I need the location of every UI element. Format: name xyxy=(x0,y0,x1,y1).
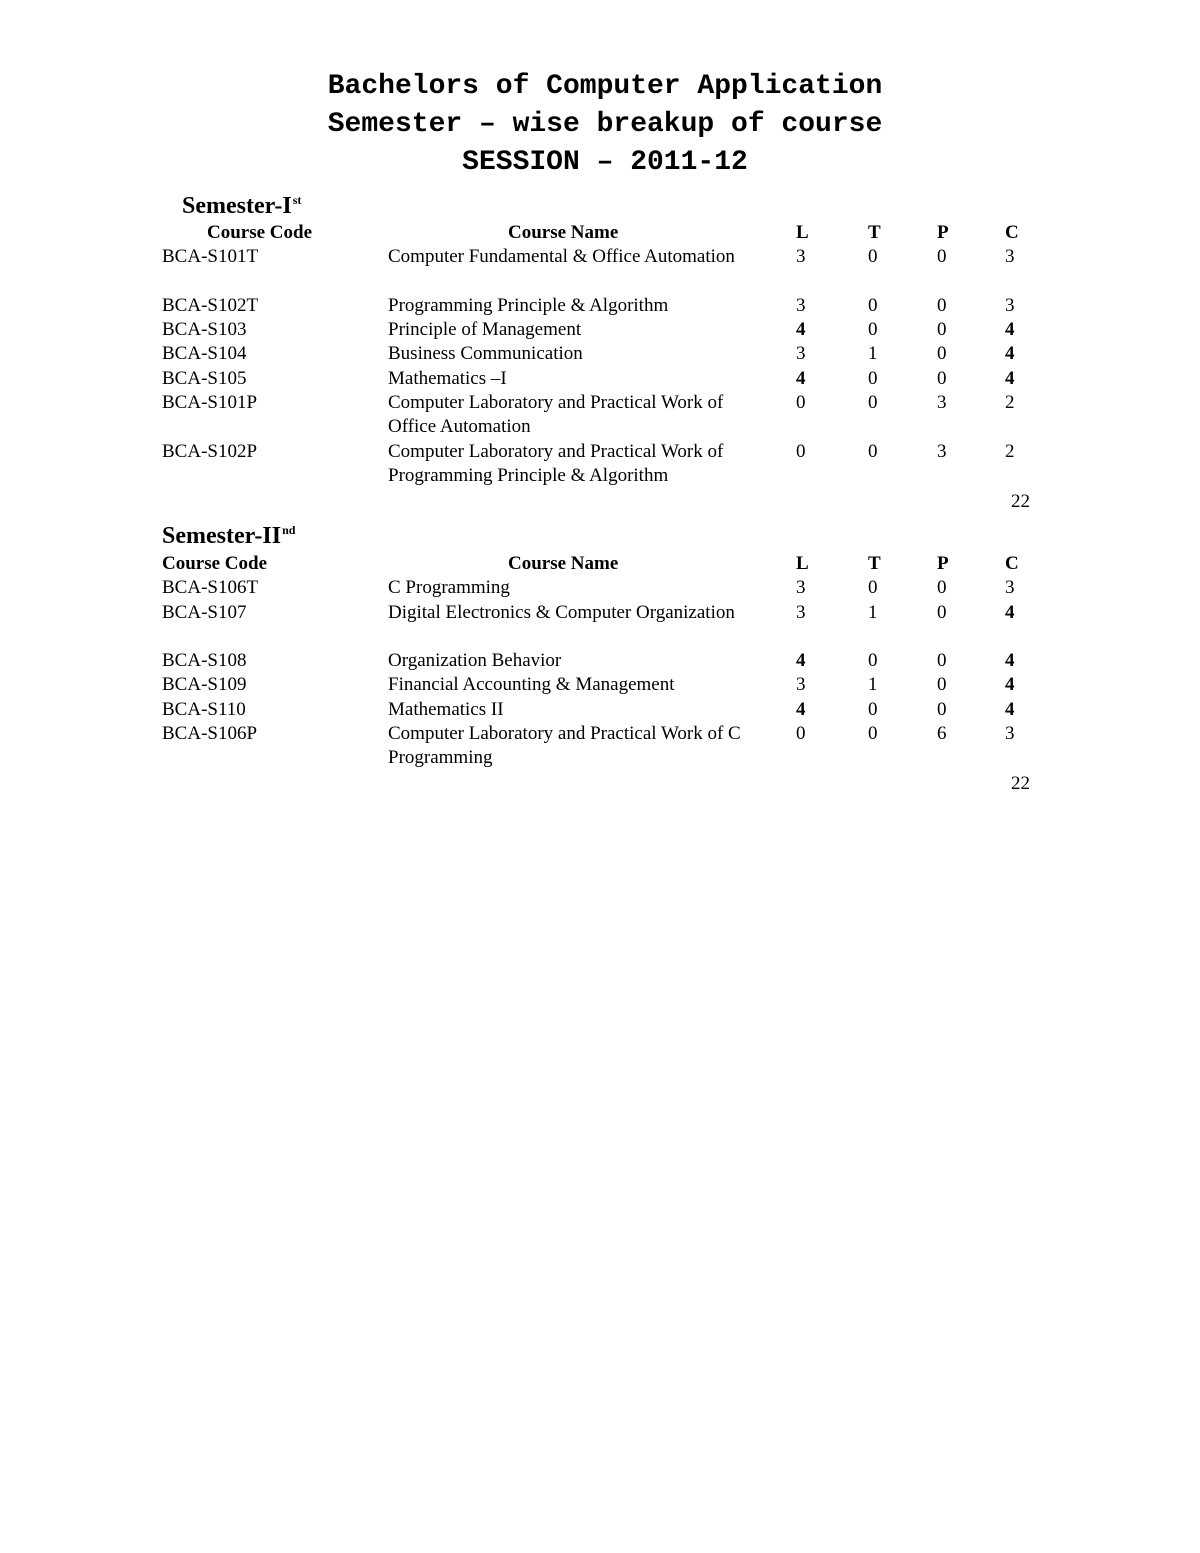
semester-2-title: Semester-II xyxy=(162,523,282,549)
lecture-hours: 0 xyxy=(796,392,806,414)
header-course-name: Course Name xyxy=(508,553,619,574)
credits: 4 xyxy=(1005,650,1015,672)
semester-2-total-credits: 22 xyxy=(1011,773,1030,794)
credits: 4 xyxy=(1005,698,1015,720)
practical-hours: 0 xyxy=(937,246,947,268)
course-code: BCA-S102P xyxy=(162,440,258,462)
course-code: BCA-S106P xyxy=(162,723,258,745)
table-header xyxy=(162,552,1042,576)
course-code: BCA-S110 xyxy=(162,698,246,720)
course-name: Programming Principle & Algorithm xyxy=(388,294,669,316)
lecture-hours: 3 xyxy=(796,601,806,623)
table-row xyxy=(162,294,1042,318)
practical-hours: 3 xyxy=(937,440,947,462)
course-name: Computer Laboratory and Practical Work of Programming Principle & Algorithm xyxy=(388,440,724,486)
semester-1-total-credits: 22 xyxy=(1011,491,1030,512)
title-line-program: Bachelors of Computer Application xyxy=(327,71,883,102)
course-code: BCA-S107 xyxy=(162,601,247,623)
course-code: BCA-S105 xyxy=(162,367,247,389)
practical-hours: 0 xyxy=(937,577,947,599)
table-row xyxy=(162,391,1042,440)
lecture-hours: 3 xyxy=(796,246,806,268)
table-row xyxy=(162,245,1042,294)
tutorial-hours: 1 xyxy=(868,674,878,696)
lecture-hours: 4 xyxy=(796,698,806,720)
header-p: P xyxy=(937,553,949,574)
lecture-hours: 3 xyxy=(796,674,806,696)
credits: 4 xyxy=(1005,601,1015,623)
header-course-code: Course Code xyxy=(162,553,268,574)
header-c: C xyxy=(1005,222,1019,243)
course-name: Mathematics –I xyxy=(388,367,507,389)
practical-hours: 6 xyxy=(937,723,947,745)
course-name: C Programming xyxy=(388,577,510,599)
practical-hours: 0 xyxy=(937,674,947,696)
header-course-code: Course Code xyxy=(207,222,313,243)
title-line-session: SESSION – 2011-12 xyxy=(462,147,748,178)
practical-hours: 0 xyxy=(937,319,947,341)
practical-hours: 3 xyxy=(937,392,947,414)
semester-1-title: Semester-I xyxy=(182,193,292,219)
course-code: BCA-S101T xyxy=(162,246,259,268)
course-code: BCA-S103 xyxy=(162,319,247,341)
tutorial-hours: 0 xyxy=(868,723,878,745)
lecture-hours: 4 xyxy=(796,367,806,389)
course-name: Financial Accounting & Management xyxy=(388,674,675,696)
title-line-breakup: Semester – wise breakup of course xyxy=(327,109,883,140)
table-row xyxy=(162,576,1042,600)
course-name: Business Communication xyxy=(388,343,583,365)
credits: 2 xyxy=(1005,392,1015,414)
practical-hours: 0 xyxy=(937,650,947,672)
course-name: Organization Behavior xyxy=(388,650,562,672)
credits: 3 xyxy=(1005,246,1015,268)
table-row xyxy=(162,722,1042,771)
semester-2-table xyxy=(162,552,1042,771)
credits: 3 xyxy=(1005,294,1015,316)
table-row xyxy=(162,440,1042,489)
lecture-hours: 4 xyxy=(796,650,806,672)
course-code: BCA-S106T xyxy=(162,577,259,599)
practical-hours: 0 xyxy=(937,294,947,316)
tutorial-hours: 0 xyxy=(868,367,878,389)
header-l: L xyxy=(796,553,809,574)
lecture-hours: 3 xyxy=(796,577,806,599)
header-course-name: Course Name xyxy=(508,222,619,243)
tutorial-hours: 0 xyxy=(868,698,878,720)
table-row xyxy=(162,601,1042,650)
table-header xyxy=(162,221,1042,245)
credits: 4 xyxy=(1005,674,1015,696)
tutorial-hours: 0 xyxy=(868,577,878,599)
semester-2-heading xyxy=(162,522,295,550)
tutorial-hours: 0 xyxy=(868,294,878,316)
practical-hours: 0 xyxy=(937,698,947,720)
tutorial-hours: 0 xyxy=(868,650,878,672)
header-l: L xyxy=(796,222,809,243)
course-name: Principle of Management xyxy=(388,319,582,341)
credits: 4 xyxy=(1005,319,1015,341)
table-row xyxy=(162,698,1042,722)
credits: 2 xyxy=(1005,440,1015,462)
lecture-hours: 4 xyxy=(796,319,806,341)
semester-2-ordinal: nd xyxy=(282,523,296,537)
table-row xyxy=(162,367,1042,391)
course-code: BCA-S102T xyxy=(162,294,259,316)
practical-hours: 0 xyxy=(937,367,947,389)
lecture-hours: 0 xyxy=(796,440,806,462)
semester-1-table xyxy=(162,221,1042,488)
lecture-hours: 3 xyxy=(796,294,806,316)
course-code: BCA-S109 xyxy=(162,674,247,696)
tutorial-hours: 1 xyxy=(868,601,878,623)
tutorial-hours: 1 xyxy=(868,343,878,365)
course-name: Computer Fundamental & Office Automation xyxy=(388,246,735,268)
header-t: T xyxy=(868,222,881,243)
header-t: T xyxy=(868,553,881,574)
table-row xyxy=(162,673,1042,697)
tutorial-hours: 0 xyxy=(868,246,878,268)
tutorial-hours: 0 xyxy=(868,440,878,462)
credits: 3 xyxy=(1005,577,1015,599)
credits: 4 xyxy=(1005,343,1015,365)
course-code: BCA-S101P xyxy=(162,392,258,414)
course-name: Mathematics II xyxy=(388,698,504,720)
course-name: Computer Laboratory and Practical Work of Office Automation xyxy=(388,392,724,438)
lecture-hours: 3 xyxy=(796,343,806,365)
table-row xyxy=(162,342,1042,366)
header-p: P xyxy=(937,222,949,243)
practical-hours: 0 xyxy=(937,601,947,623)
semester-1-heading xyxy=(182,192,301,220)
document-title xyxy=(0,68,1200,182)
course-name: Digital Electronics & Computer Organization xyxy=(388,601,735,623)
credits: 4 xyxy=(1005,367,1015,389)
course-code: BCA-S104 xyxy=(162,343,247,365)
tutorial-hours: 0 xyxy=(868,319,878,341)
semester-1-ordinal: st xyxy=(292,193,302,207)
lecture-hours: 0 xyxy=(796,723,806,745)
tutorial-hours: 0 xyxy=(868,392,878,414)
credits: 3 xyxy=(1005,723,1015,745)
table-row xyxy=(162,318,1042,342)
course-code: BCA-S108 xyxy=(162,650,247,672)
header-c: C xyxy=(1005,553,1019,574)
table-row xyxy=(162,649,1042,673)
practical-hours: 0 xyxy=(937,343,947,365)
course-name: Computer Laboratory and Practical Work of C Programming xyxy=(388,723,741,769)
